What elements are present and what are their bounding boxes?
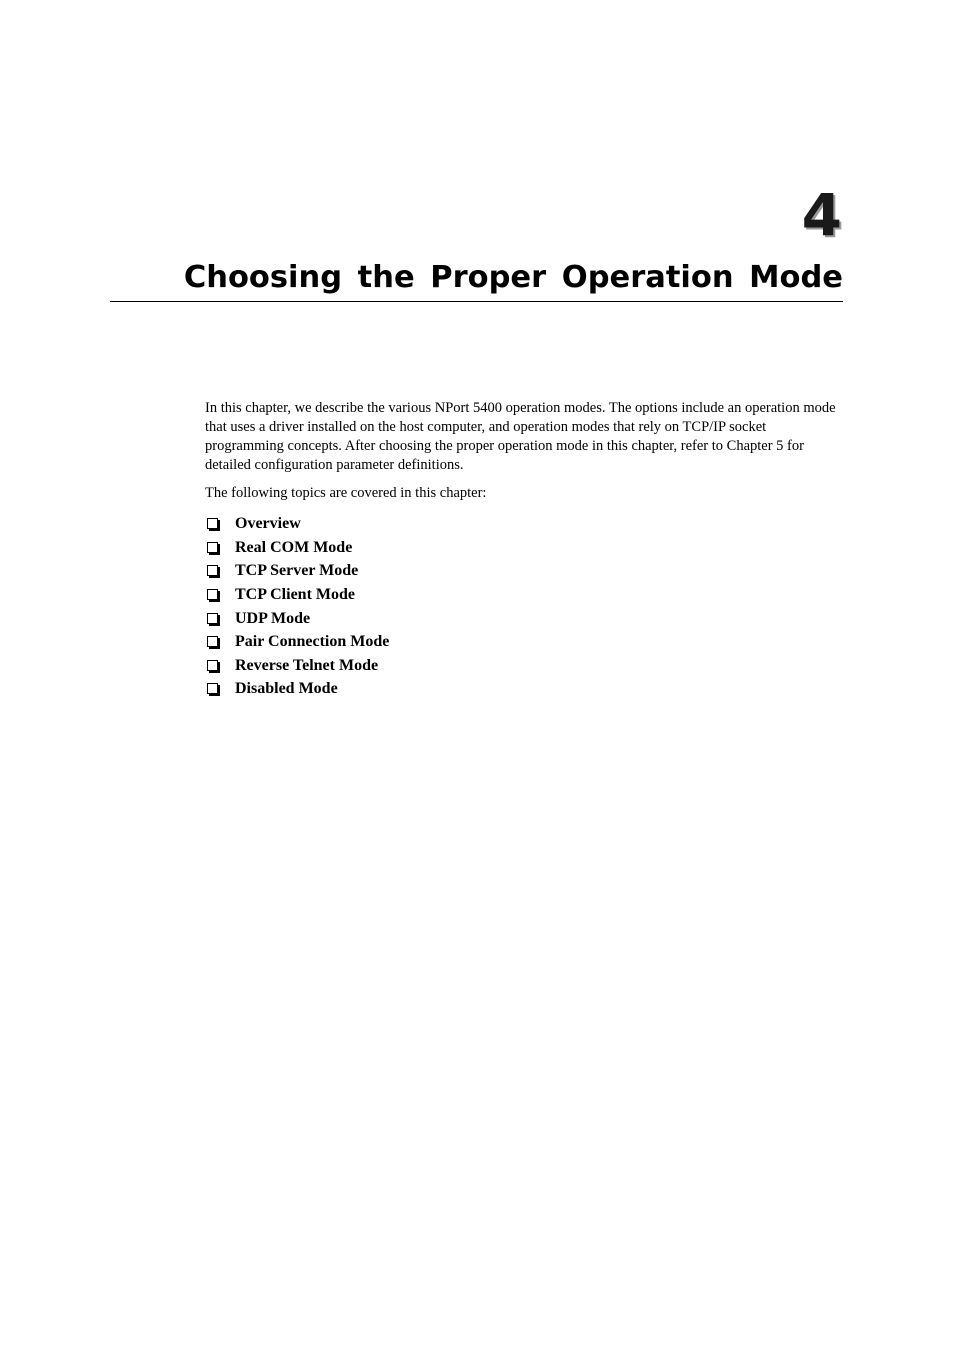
checkbox-icon [207, 660, 218, 671]
list-item [205, 512, 841, 536]
topic-label: Overview [235, 515, 301, 533]
chapter-content [205, 399, 841, 701]
topic-label: UDP Mode [235, 609, 311, 627]
chapter-title: Choosing the Proper Operation Mode [110, 260, 843, 302]
topic-label: TCP Server Mode [235, 562, 359, 580]
list-item [205, 559, 841, 583]
list-item [205, 677, 841, 701]
list-item [205, 583, 841, 607]
topic-label: Disabled Mode [235, 680, 338, 698]
topic-label: Reverse Telnet Mode [235, 656, 379, 674]
list-item [205, 606, 841, 630]
chapter-number: 4 [801, 181, 842, 249]
list-item [205, 654, 841, 678]
checkbox-icon [207, 518, 218, 529]
topic-list [205, 512, 841, 701]
topics-intro: The following topics are covered in this chapter: [205, 485, 487, 501]
checkbox-icon [207, 589, 218, 600]
checkbox-icon [207, 636, 218, 647]
intro-paragraph: In this chapter, we describe the various NPort 5400 operation modes. The options include an operation mode that uses a driver installed on the host computer, and operation modes that rely on TCP/IP socket programming concepts. After choosing the proper operation mode in this chapter, refer to Chapter 5 for detailed configuration parameter definitions. [205, 400, 836, 473]
topic-label: Pair Connection Mode [235, 633, 390, 651]
checkbox-icon [207, 683, 218, 694]
checkbox-icon [207, 565, 218, 576]
topic-label: TCP Client Mode [235, 586, 355, 604]
checkbox-icon [207, 542, 218, 553]
checkbox-icon [207, 613, 218, 624]
topic-label: Real COM Mode [235, 538, 353, 556]
list-item [205, 536, 841, 560]
list-item [205, 630, 841, 654]
